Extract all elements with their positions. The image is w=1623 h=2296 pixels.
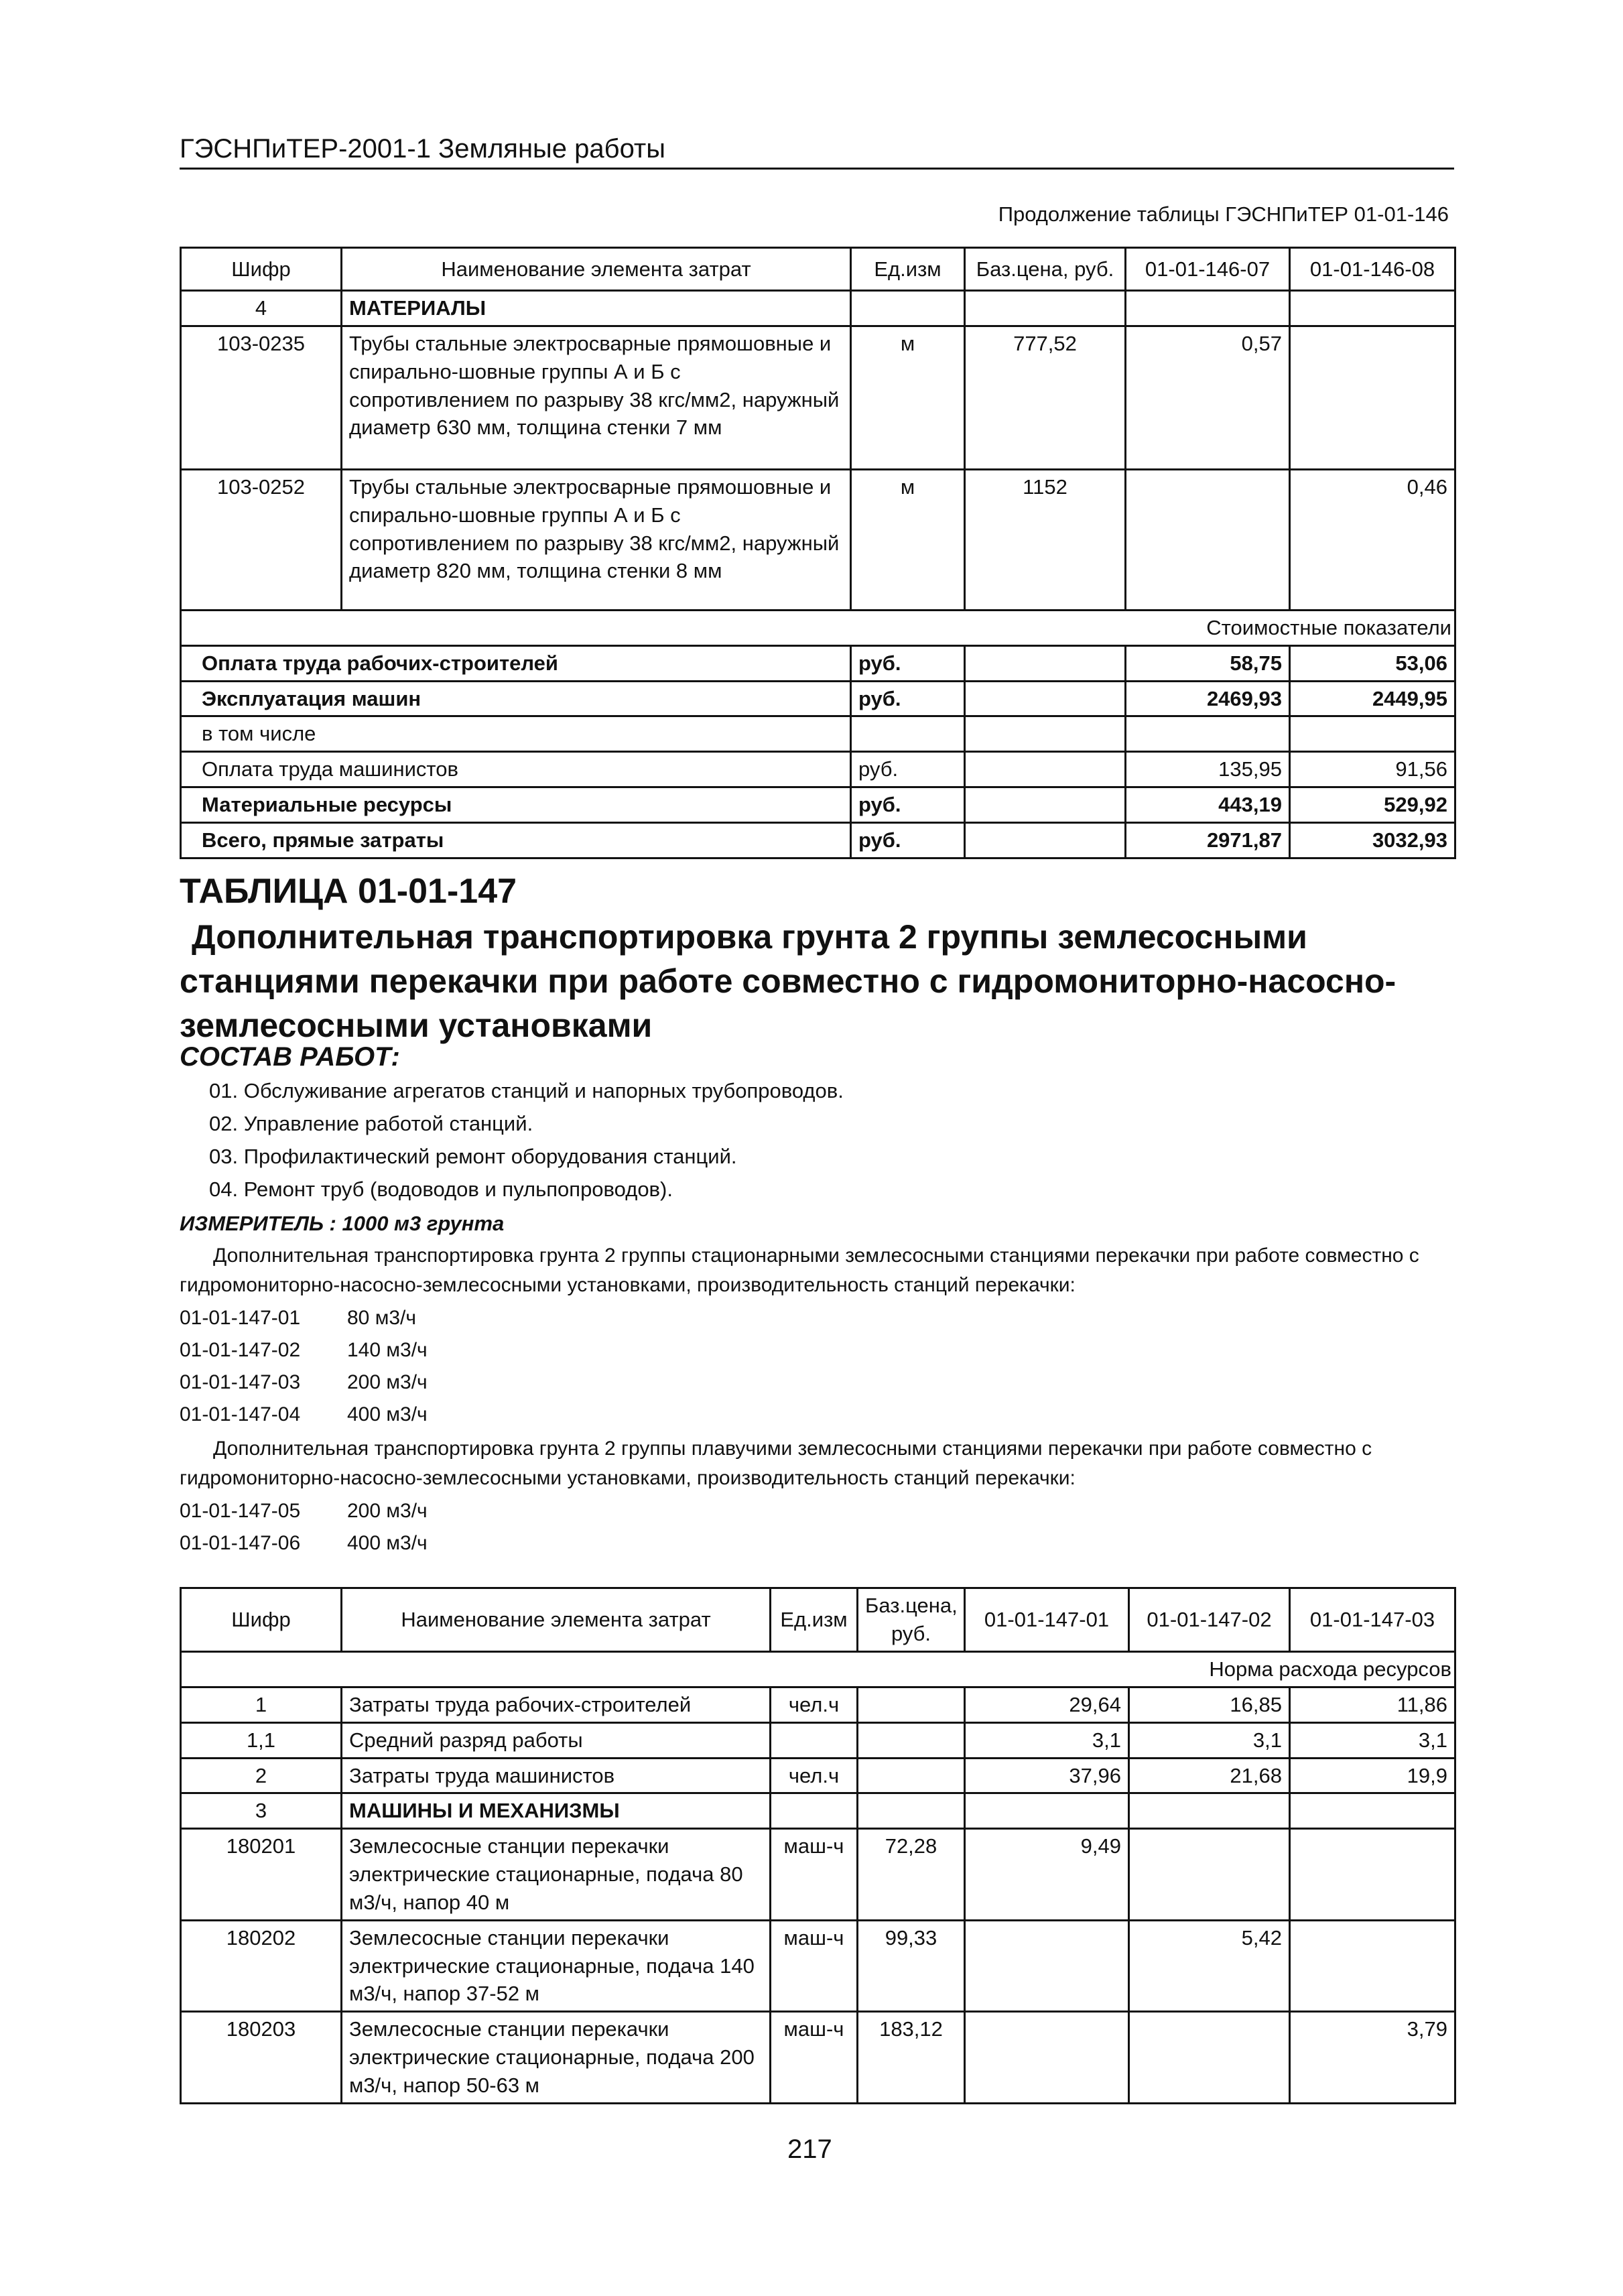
norm-code: 01-01-147-01 [180, 1307, 301, 1329]
paragraph-floating: Дополнительная транспортировка грунта 2 группы плавучими землесосными станциями перекачки при работе совместно с гидромониторно-насосно-землесосными установками, производительность станций перекачки: [180, 1438, 1372, 1489]
table-row [181, 469, 1455, 610]
code-list-stationary [180, 1307, 428, 1436]
column-header: 01-01-147-01 [965, 1588, 1129, 1652]
cost-value-2: 3032,93 [1290, 822, 1455, 858]
machine-value-1 [965, 2012, 1129, 2104]
norm-code: 01-01-147-03 [180, 1371, 301, 1393]
row-value-2: 21,68 [1129, 1758, 1290, 1793]
cost-value-2: 91,56 [1290, 752, 1455, 787]
row-code: 1,1 [181, 1722, 342, 1758]
row-unit [771, 1722, 858, 1758]
section-row [181, 1793, 1455, 1829]
column-header: Шифр [181, 248, 342, 291]
norm-value: 200 м3/ч [347, 1371, 428, 1393]
resource-name: Трубы стальные электросварные прямошовные и спирально-шовные группы А и Б с сопротивлением по разрыву 38 кгс/мм2, наружный диаметр 630 мм, толщина стенки 7 мм [342, 326, 851, 469]
machine-unit: маш-ч [771, 1829, 858, 1921]
machine-value-1: 9,49 [965, 1829, 1129, 1921]
measure-unit: ИЗМЕРИТЕЛЬ : 1000 м3 грунта [180, 1212, 505, 1235]
cost-value-2: 53,06 [1290, 645, 1455, 681]
table-header-row [181, 248, 1455, 291]
row-code: 1 [181, 1687, 342, 1722]
machine-code: 180203 [181, 2012, 342, 2104]
machine-name: Землесосные станции перекачки электрические стационарные, подача 140 м3/ч, напор 37-52 м [342, 1920, 771, 2012]
list-item: 04. Ремонт труб (водоводов и пульпопроводов). [209, 1177, 673, 1201]
row-name: Средний разряд работы [342, 1722, 771, 1758]
table-row [181, 2012, 1455, 2104]
cost-unit: руб. [851, 822, 965, 858]
table-description-text: Дополнительная транспортировка грунта 2 группы землесосными станциями перекачки при работе совместно с гидромониторно-насосно-землесосными установками [180, 918, 1397, 1044]
column-header: Наименование элемента затрат [342, 1588, 771, 1652]
table-row [181, 1687, 1455, 1722]
machine-value-2: 5,42 [1129, 1920, 1290, 2012]
row-value-3: 3,1 [1290, 1722, 1455, 1758]
machine-code: 180201 [181, 1829, 342, 1921]
row-value-3: 11,86 [1290, 1687, 1455, 1722]
list-item [180, 1532, 428, 1564]
norm-value: 400 м3/ч [347, 1532, 428, 1554]
works-list [209, 1079, 844, 1210]
table-row [181, 326, 1455, 469]
norm-code: 01-01-147-06 [180, 1532, 301, 1554]
paragraph-stationary: Дополнительная транспортировка грунта 2 группы стационарными землесосными станциями перекачки при работе совместно с гидромониторно-насосно-землесосными установками, производительность станций перекачки: [180, 1245, 1419, 1296]
cost-value-1 [1126, 716, 1290, 752]
machine-code: 180202 [181, 1920, 342, 2012]
machine-price: 72,28 [858, 1829, 965, 1921]
machine-name: Землесосные станции перекачки электрические стационарные, подача 200 м3/ч, напор 50-63 м [342, 2012, 771, 2104]
column-header: Ед.изм [851, 248, 965, 291]
list-item: 01. Обслуживание агрегатов станций и напорных трубопроводов. [209, 1079, 844, 1102]
section-code: 3 [181, 1793, 342, 1829]
cost-unit: руб. [851, 645, 965, 681]
cost-value-1: 58,75 [1126, 645, 1290, 681]
cost-value-2: 2449,95 [1290, 681, 1455, 716]
column-header: Шифр [181, 1588, 342, 1652]
table-row [181, 1722, 1455, 1758]
section-name: МАТЕРИАЛЫ [342, 291, 851, 326]
row-unit: чел.ч [771, 1758, 858, 1793]
table-row [181, 1920, 1455, 2012]
section-row [181, 291, 1455, 326]
cost-unit: руб. [851, 681, 965, 716]
cost-name: Всего, прямые затраты [181, 822, 851, 858]
table-row [181, 1758, 1455, 1793]
table-title: ТАБЛИЦА 01-01-147 [180, 872, 517, 911]
list-item [180, 1500, 428, 1532]
norm-code: 01-01-147-05 [180, 1500, 301, 1522]
column-header: 01-01-147-02 [1129, 1588, 1290, 1652]
resource-unit: м [851, 469, 965, 610]
cost-unit [851, 716, 965, 752]
resource-value-1 [1126, 469, 1290, 610]
norm-value: 80 м3/ч [347, 1307, 416, 1329]
cost-unit: руб. [851, 752, 965, 787]
table-description [180, 915, 1486, 1047]
row-value-2: 16,85 [1129, 1687, 1290, 1722]
header-rule [180, 168, 1454, 170]
norm-value: 400 м3/ч [347, 1403, 428, 1425]
cost-row [181, 752, 1455, 787]
running-title: ГЭСНПиТЕР-2001-1 Земляные работы [180, 134, 665, 164]
table-row [181, 1829, 1455, 1921]
machine-name: Землесосные станции перекачки электрические стационарные, подача 80 м3/ч, напор 40 м [342, 1829, 771, 1921]
column-header: Баз.цена, руб. [858, 1588, 965, 1652]
row-name: Затраты труда машинистов [342, 1758, 771, 1793]
norm-code: 01-01-147-02 [180, 1339, 301, 1361]
section-code: 4 [181, 291, 342, 326]
resource-unit: м [851, 326, 965, 469]
cost-value-1: 443,19 [1126, 787, 1290, 823]
cost-unit: руб. [851, 787, 965, 823]
row-name: Затраты труда рабочих-строителей [342, 1687, 771, 1722]
norm-value: 140 м3/ч [347, 1339, 428, 1361]
cost-name: Материальные ресурсы [181, 787, 851, 823]
row-value-1: 37,96 [965, 1758, 1129, 1793]
norm-header-row [181, 1652, 1455, 1687]
resource-code: 103-0235 [181, 326, 342, 469]
machine-value-3 [1290, 1920, 1455, 2012]
row-unit: чел.ч [771, 1687, 858, 1722]
cost-name: Эксплуатация машин [181, 681, 851, 716]
list-item: 03. Профилактический ремонт оборудования станций. [209, 1145, 737, 1168]
cost-name: Оплата труда рабочих-строителей [181, 645, 851, 681]
norm-header: Норма расхода ресурсов [181, 1652, 1455, 1687]
list-item [180, 1307, 428, 1339]
machine-price: 183,12 [858, 2012, 965, 2104]
row-price [858, 1758, 965, 1793]
column-header: Баз.цена, руб. [965, 248, 1126, 291]
column-header: 01-01-147-03 [1290, 1588, 1455, 1652]
resource-name: Трубы стальные электросварные прямошовные и спирально-шовные группы А и Б с сопротивлением по разрыву 38 кгс/мм2, наружный диаметр 820 мм, толщина стенки 8 мм [342, 469, 851, 610]
machine-price: 99,33 [858, 1920, 965, 2012]
cost-value-1: 135,95 [1126, 752, 1290, 787]
table-header-row [181, 1588, 1455, 1652]
resource-value-1: 0,57 [1126, 326, 1290, 469]
row-value-2: 3,1 [1129, 1722, 1290, 1758]
row-code: 2 [181, 1758, 342, 1793]
machine-value-1 [965, 1920, 1129, 2012]
machine-unit: маш-ч [771, 2012, 858, 2104]
page-number: 217 [787, 2134, 832, 2164]
row-price [858, 1722, 965, 1758]
resource-price: 1152 [965, 469, 1126, 610]
list-item [180, 1371, 428, 1403]
column-header: 01-01-146-07 [1126, 248, 1290, 291]
machine-value-3 [1290, 1829, 1455, 1921]
resource-value-2: 0,46 [1290, 469, 1455, 610]
list-item [180, 1339, 428, 1371]
machine-unit: маш-ч [771, 1920, 858, 2012]
machine-value-2 [1129, 2012, 1290, 2104]
resource-table-146 [180, 247, 1456, 859]
cost-value-2: 529,92 [1290, 787, 1455, 823]
cost-row [181, 822, 1455, 858]
machine-value-2 [1129, 1829, 1290, 1921]
code-list-floating [180, 1500, 428, 1564]
list-item: 02. Управление работой станций. [209, 1112, 533, 1135]
column-header: 01-01-146-08 [1290, 248, 1455, 291]
cost-row [181, 645, 1455, 681]
row-value-1: 29,64 [965, 1687, 1129, 1722]
row-price [858, 1687, 965, 1722]
cost-name: в том числе [181, 716, 851, 752]
cost-name: Оплата труда машинистов [181, 752, 851, 787]
machine-value-3: 3,79 [1290, 2012, 1455, 2104]
column-header: Наименование элемента затрат [342, 248, 851, 291]
row-value-1: 3,1 [965, 1722, 1129, 1758]
resource-value-2 [1290, 326, 1455, 469]
list-item [180, 1403, 428, 1436]
resource-table-147 [180, 1587, 1456, 2104]
cost-value-1: 2469,93 [1126, 681, 1290, 716]
section-name: МАШИНЫ И МЕХАНИЗМЫ [342, 1793, 771, 1829]
cost-value-2 [1290, 716, 1455, 752]
continuation-note: Продолжение таблицы ГЭСНПиТЕР 01-01-146 [998, 202, 1449, 226]
row-value-3: 19,9 [1290, 1758, 1455, 1793]
cost-row [181, 681, 1455, 716]
cost-header-row [181, 610, 1455, 645]
resource-code: 103-0252 [181, 469, 342, 610]
norm-code: 01-01-147-04 [180, 1403, 301, 1425]
column-header: Ед.изм [771, 1588, 858, 1652]
composition-label: СОСТАВ РАБОТ: [180, 1042, 400, 1072]
norm-value: 200 м3/ч [347, 1500, 428, 1522]
cost-row [181, 787, 1455, 823]
cost-header: Стоимостные показатели [181, 610, 1455, 645]
cost-value-1: 2971,87 [1126, 822, 1290, 858]
resource-price: 777,52 [965, 326, 1126, 469]
cost-row [181, 716, 1455, 752]
